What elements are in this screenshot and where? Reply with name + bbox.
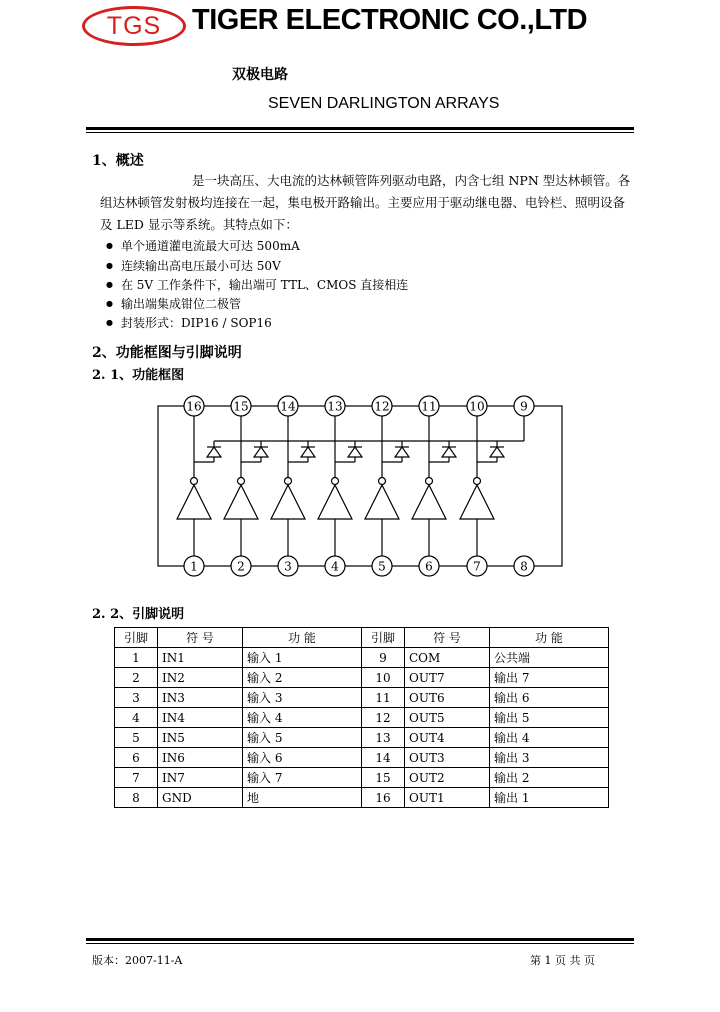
- table-row: [115, 708, 609, 728]
- table-row: [115, 768, 609, 788]
- table-cell: OUT7: [405, 668, 490, 688]
- table-cell: 15: [362, 768, 405, 788]
- company-name: TIGER ELECTRONIC CO.,LTD: [192, 4, 588, 36]
- table-cell: 输出 2: [490, 768, 609, 788]
- feature-bullet: ● 输出端集成钳位二极管: [106, 295, 241, 312]
- inverter-bubble: [474, 478, 481, 485]
- document-title: SEVEN DARLINGTON ARRAYS: [268, 95, 500, 112]
- block-diagram-heading: 2. 1、功能框图: [92, 368, 185, 383]
- table-cell: IN1: [158, 648, 243, 668]
- inverter-bubble: [426, 478, 433, 485]
- table-cell: GND: [158, 788, 243, 808]
- clamp-diode-icon: [490, 447, 504, 457]
- darlington-driver-icon: [412, 485, 446, 519]
- footer-page-number: 第 1 页 共 页: [530, 954, 595, 967]
- table-cell: 2: [115, 668, 158, 688]
- table-cell: 12: [362, 708, 405, 728]
- pin-number-label: 16: [186, 399, 202, 414]
- table-row: [115, 748, 609, 768]
- pin-number-label: 11: [421, 399, 437, 414]
- table-cell: 输出 3: [490, 748, 609, 768]
- clamp-diode-icon: [254, 447, 268, 457]
- table-cell: IN6: [158, 748, 243, 768]
- table-cell: OUT3: [405, 748, 490, 768]
- table-cell: IN2: [158, 668, 243, 688]
- table-cell: 7: [115, 768, 158, 788]
- pin-number-label: 5: [378, 559, 386, 574]
- clamp-diode-icon: [395, 447, 409, 457]
- table-cell: 输入 3: [243, 688, 362, 708]
- table-cell: OUT4: [405, 728, 490, 748]
- table-cell: IN3: [158, 688, 243, 708]
- darlington-driver-icon: [224, 485, 258, 519]
- table-cell: OUT1: [405, 788, 490, 808]
- table-cell: IN5: [158, 728, 243, 748]
- table-cell: 8: [115, 788, 158, 808]
- table-cell: 输入 1: [243, 648, 362, 668]
- table-cell: 公共端: [490, 648, 609, 668]
- footer-version: 版本：2007-11-A: [92, 954, 183, 967]
- table-cell: OUT5: [405, 708, 490, 728]
- table-cell: 6: [115, 748, 158, 768]
- inverter-bubble: [191, 478, 198, 485]
- clamp-diode-icon: [442, 447, 456, 457]
- pin-number-label: 9: [520, 399, 528, 414]
- table-cell: OUT2: [405, 768, 490, 788]
- table-cell: 输入 4: [243, 708, 362, 728]
- table-row: [115, 728, 609, 748]
- inverter-bubble: [379, 478, 386, 485]
- table-cell: 输入 2: [243, 668, 362, 688]
- section-1-heading: 1、概述: [92, 153, 144, 169]
- table-cell: 13: [362, 728, 405, 748]
- pin-number-label: 8: [520, 559, 528, 574]
- clamp-diode-icon: [348, 447, 362, 457]
- overview-paragraph: 是一块高压、大电流的达林顿管阵列驱动电路，内含七组 NPN 型达林顿管。各组达林顿管发射极均连接在一起，集电极开路输出。主要应用于驱动继电器、电铃栏、照明设备及 LED 显示等系统。其特点如下：: [100, 173, 631, 232]
- table-row: [115, 788, 609, 808]
- section-2-heading: 2、功能框图与引脚说明: [92, 345, 242, 361]
- pin-number-label: 13: [327, 399, 343, 414]
- feature-bullet: ● 连续输出高电压最小可达 50V: [106, 257, 281, 274]
- logo-text: TGS: [106, 11, 162, 40]
- table-cell: 输出 4: [490, 728, 609, 748]
- table-cell: 地: [243, 788, 362, 808]
- table-cell: 3: [115, 688, 158, 708]
- darlington-driver-icon: [177, 485, 211, 519]
- header-function: 功 能: [490, 628, 609, 648]
- darlington-driver-icon: [318, 485, 352, 519]
- pin-description-heading: 2. 2、引脚说明: [92, 607, 185, 622]
- table-cell: 输入 7: [243, 768, 362, 788]
- footer-divider-thick: [86, 938, 634, 941]
- header-pin: 引脚: [115, 628, 158, 648]
- table-cell: 输入 5: [243, 728, 362, 748]
- table-header-row: [115, 628, 609, 648]
- darlington-driver-icon: [460, 485, 494, 519]
- pin-number-label: 1: [190, 559, 198, 574]
- table-cell: 16: [362, 788, 405, 808]
- table-row: [115, 668, 609, 688]
- table-cell: 9: [362, 648, 405, 668]
- darlington-driver-icon: [271, 485, 305, 519]
- header-symbol: 符 号: [405, 628, 490, 648]
- feature-bullet: ● 封装形式：DIP16 / SOP16: [106, 314, 272, 331]
- inverter-bubble: [285, 478, 292, 485]
- feature-bullet: ● 在 5V 工作条件下，输出端可 TTL、CMOS 直接相连: [106, 276, 408, 293]
- pin-number-label: 2: [237, 559, 245, 574]
- pin-number-label: 12: [374, 399, 390, 414]
- table-row: [115, 648, 609, 668]
- document-type: 双极电路: [232, 67, 288, 83]
- darlington-driver-icon: [365, 485, 399, 519]
- table-cell: 4: [115, 708, 158, 728]
- table-cell: 5: [115, 728, 158, 748]
- clamp-diode-icon: [207, 447, 221, 457]
- header-symbol: 符 号: [158, 628, 243, 648]
- header-pin: 引脚: [362, 628, 405, 648]
- table-cell: OUT6: [405, 688, 490, 708]
- table-cell: 14: [362, 748, 405, 768]
- pin-number-label: 3: [284, 559, 292, 574]
- table-cell: COM: [405, 648, 490, 668]
- pin-number-label: 10: [469, 399, 485, 414]
- table-row: [115, 688, 609, 708]
- footer-divider-thin: [86, 943, 634, 944]
- feature-bullet: ● 单个通道灌电流最大可达 500mA: [106, 237, 300, 254]
- table-cell: 输出 6: [490, 688, 609, 708]
- table-cell: 1: [115, 648, 158, 668]
- table-cell: 11: [362, 688, 405, 708]
- clamp-diode-icon: [301, 447, 315, 457]
- chip-outline: [158, 406, 562, 566]
- table-cell: 输出 5: [490, 708, 609, 728]
- table-cell: 输入 6: [243, 748, 362, 768]
- table-cell: 输出 1: [490, 788, 609, 808]
- pin-number-label: 7: [473, 559, 481, 574]
- header-function: 功 能: [243, 628, 362, 648]
- table-cell: IN7: [158, 768, 243, 788]
- table-cell: IN4: [158, 708, 243, 728]
- pin-number-label: 4: [331, 559, 339, 574]
- pin-table: [114, 627, 609, 808]
- inverter-bubble: [238, 478, 245, 485]
- inverter-bubble: [332, 478, 339, 485]
- pin-number-label: 15: [233, 399, 249, 414]
- table-cell: 输出 7: [490, 668, 609, 688]
- pin-number-label: 14: [280, 399, 296, 414]
- pin-number-label: 6: [425, 559, 433, 574]
- table-cell: 10: [362, 668, 405, 688]
